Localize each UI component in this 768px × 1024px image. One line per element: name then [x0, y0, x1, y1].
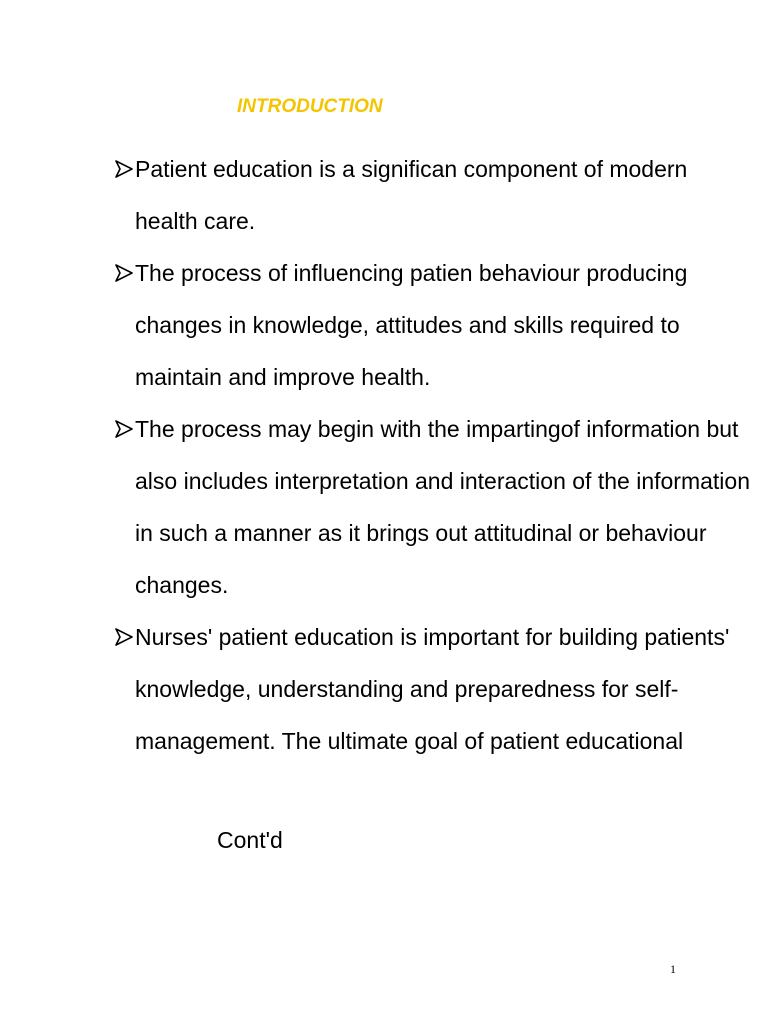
- bullet-text: The process of influencing patien behaviour producing changes in knowledge, attitudes and skills required to maintain and improve health.: [135, 260, 688, 390]
- bullet-text: Nurses' patient education is important for building patients' knowledge, understanding and preparedness for self-management. The ultimate goal of patient educational: [135, 624, 730, 754]
- bullet-list: [114, 143, 754, 767]
- bullet-text: The process may begin with the impartingof information but also includes interpretation and interaction of the information in such a manner as it brings out attitudinal or behaviour changes.: [135, 416, 750, 598]
- arrow-bullet-icon: [114, 143, 134, 195]
- arrow-bullet-icon: [114, 611, 134, 663]
- list-item: [114, 143, 754, 247]
- page-title: INTRODUCTION: [237, 96, 383, 117]
- continued-label: Cont'd: [217, 827, 283, 853]
- arrow-bullet-icon: [114, 247, 134, 299]
- list-item: [114, 403, 754, 611]
- bullet-text: Patient education is a significan component of modern health care.: [135, 156, 688, 234]
- page-number: 1: [670, 962, 676, 976]
- arrow-bullet-icon: [114, 403, 134, 455]
- list-item: [114, 611, 754, 767]
- list-item: [114, 247, 754, 403]
